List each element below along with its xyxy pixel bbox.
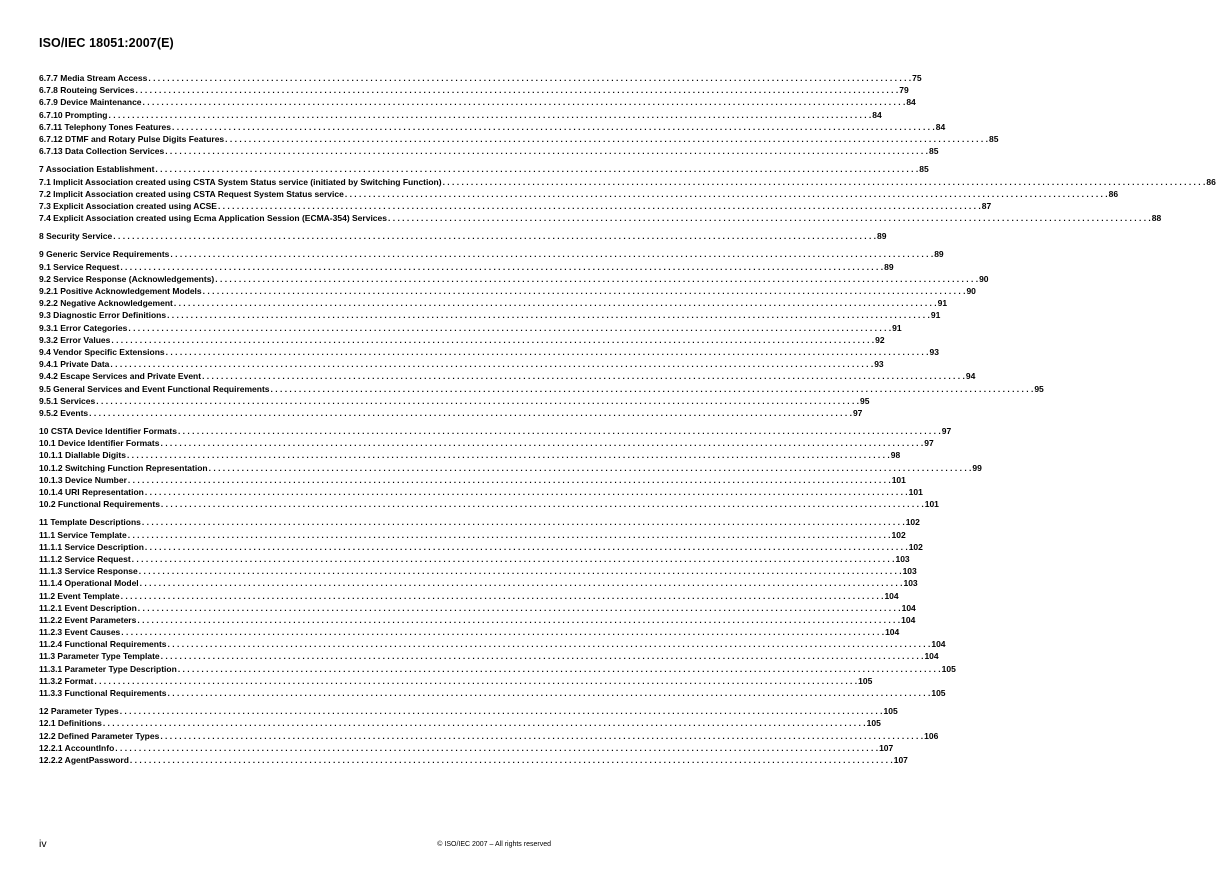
toc-entry-page: 86 [1108,188,1119,199]
dot-leader [96,395,859,407]
toc-entry-title: 11.1.3 Service Response [39,566,138,577]
toc-entry[interactable] [39,449,901,461]
toc-entry[interactable] [39,261,894,273]
toc-entry[interactable] [39,176,1216,188]
toc-entry[interactable] [39,486,923,498]
toc-entry-page: 95 [860,395,870,406]
dot-leader [178,663,941,675]
toc-entry-title: 9.4.2 Escape Services and Private Event [39,371,202,382]
dot-leader [121,590,884,602]
toc-entry[interactable] [39,529,906,541]
toc-entry-title: 10 CSTA Device Identifier Formats [39,426,177,437]
dot-leader [148,72,911,84]
dot-leader [168,687,931,699]
toc-entry-title: 11.1.4 Operational Model [39,578,139,589]
dot-leader [160,730,923,742]
toc-entry-title: 6.7.7 Media Stream Access [39,73,148,83]
toc-entry-title: 10.1.4 URI Representation [39,487,144,497]
toc-entry-page: 84 [872,109,882,120]
dot-leader [166,346,929,358]
toc-entry[interactable] [39,687,946,699]
toc-entry[interactable] [39,742,894,754]
toc-entry-page: 84 [935,121,946,132]
dot-leader [167,309,930,321]
toc-entry-title: 11.3.3 Functional Requirements [39,688,167,698]
toc-entry-page: 104 [885,627,900,638]
toc-entry-title: 7.1 Implicit Association created using CSTA System Status service (initiated by Switching Function) [39,176,442,187]
toc-entry-page: 94 [965,371,976,382]
toc-entry-page: 87 [981,200,992,211]
dot-leader [128,322,891,334]
dot-leader [138,602,901,614]
dot-leader [132,553,895,565]
toc-entry-title: 9.3.1 Error Categories [39,322,128,333]
toc-entry-page: 101 [908,487,923,497]
toc-entry[interactable] [39,395,870,407]
toc-entry-title: 7.4 Explicit Association created using Ecma Application Session (ECMA-354) Services [39,213,387,224]
toc-entry[interactable] [39,84,909,96]
toc-entry[interactable] [39,163,929,175]
toc-entry[interactable] [39,230,887,242]
toc-entry[interactable] [39,541,923,553]
toc-entry-page: 104 [901,614,916,625]
toc-entry[interactable] [39,675,873,687]
toc-entry-page: 85 [919,164,929,175]
toc-entry[interactable] [39,650,939,662]
toc-entry-title: 10.1.3 Device Number [39,474,127,485]
toc-entry[interactable] [39,109,882,121]
dot-leader [345,188,1108,200]
dot-leader [111,334,874,346]
dot-leader [115,742,878,754]
toc-entry[interactable] [39,346,939,358]
toc-entry-title: 11.2 Event Template [39,590,120,601]
page-number: iv [39,838,47,850]
dot-leader [140,577,903,589]
toc-entry[interactable] [39,297,948,309]
toc-entry-page: 91 [937,298,948,309]
dot-leader [271,383,1034,395]
toc-entry-title: 6.7.10 Prompting [39,109,108,120]
toc-entry-page: 88 [1151,213,1162,224]
toc-entry-title: 7.3 Explicit Association created using ACSE [39,200,217,211]
toc-entry-page: 93 [929,346,939,357]
toc-entry-page: 105 [858,675,873,686]
toc-entry-title: 9.4.1 Private Data [39,359,110,370]
toc-entry-title: 9.1 Service Request [39,261,120,272]
toc-entry-page: 104 [884,590,899,601]
toc-entry[interactable] [39,577,918,589]
dot-leader [89,407,852,419]
toc-entry[interactable] [39,383,1044,395]
toc-group [39,425,982,510]
toc-entry[interactable] [39,498,939,510]
dot-leader [168,638,931,650]
toc-entry-title: 11.2.2 Event Parameters [39,614,137,625]
dot-leader [218,200,981,212]
toc-entry-title: 12.2.1 AccountInfo [39,742,115,753]
toc-group [39,72,999,157]
toc-entry-title: 9.3.2 Error Values [39,334,111,345]
dot-leader [94,675,857,687]
toc-entry-title: 10.2 Functional Requirements [39,499,160,510]
toc-entry-title: 9.5.2 Events [39,407,89,418]
dot-leader [120,705,883,717]
toc-entry-title: 11.2.3 Event Causes [39,627,121,638]
dot-leader [142,516,905,528]
toc-entry[interactable] [39,626,900,638]
toc-entry-page: 84 [906,97,916,108]
toc-entry-page: 104 [901,602,916,613]
dot-leader [215,273,978,285]
dot-leader [139,565,902,577]
toc-entry-page: 95 [1034,383,1044,394]
dot-leader [225,133,988,145]
dot-leader [120,261,883,273]
toc-entry[interactable] [39,590,899,602]
toc-entry-page: 97 [924,438,934,449]
dot-leader [113,230,876,242]
toc-entry-page: 91 [930,310,941,321]
toc-entry[interactable] [39,285,976,297]
toc-entry-page: 105 [941,663,956,674]
toc-entry-title: 9.5.1 Services [39,395,96,406]
toc-entry-page: 105 [883,706,898,717]
dot-leader [103,717,866,729]
toc-entry-title: 11.3.2 Format [39,675,94,686]
toc-entry-title: 9.2.2 Negative Acknowledgement [39,298,173,309]
toc-entry[interactable] [39,273,989,285]
toc-entry[interactable] [39,133,999,145]
toc-entry-page: 91 [892,322,902,333]
toc-entry[interactable] [39,334,885,346]
toc-group [39,163,1216,224]
dot-leader [155,163,918,175]
dot-leader [110,358,873,370]
dot-leader [161,498,924,510]
dot-leader [145,486,908,498]
toc-entry-page: 102 [908,541,923,552]
toc-entry-title: 11.1.2 Service Request [39,553,131,564]
toc-entry-title: 11.3 Parameter Type Template [39,651,160,662]
toc-entry-page: 90 [966,286,976,296]
dot-leader [127,449,890,461]
toc-entry-title: 9 Generic Service Requirements [39,249,170,260]
toc-entry[interactable] [39,462,982,474]
toc-group [39,230,887,242]
toc-entry[interactable] [39,614,916,626]
toc-entry-title: 6.7.9 Device Maintenance [39,97,142,108]
toc-entry-page: 103 [903,578,918,589]
dot-leader [137,614,900,626]
dot-leader [143,96,906,108]
dot-leader [121,626,884,638]
toc-group [39,516,956,699]
dot-leader [109,109,872,121]
dot-leader [443,176,1206,188]
toc-entry-title: 10.1.1 Diallable Digits [39,450,126,461]
toc-entry[interactable] [39,145,939,157]
toc-entry[interactable] [39,553,910,565]
toc-entry-title: 6.7.11 Telephony Tones Features [39,121,171,132]
toc-entry[interactable] [39,188,1119,200]
toc-entry-title: 10.1.2 Switching Function Representation [39,462,208,473]
toc-entry-title: 11.3.1 Parameter Type Description [39,663,177,674]
toc-entry-page: 89 [884,261,894,272]
toc-entry-title: 9.2.1 Positive Acknowledgement Models [39,286,202,296]
toc-entry-page: 104 [924,651,939,662]
toc-entry-title: 8 Security Service [39,231,113,242]
toc-entry-page: 85 [929,146,939,157]
toc-entry-title: 11.1 Service Template [39,529,127,540]
toc-entry-page: 93 [874,359,884,370]
toc-entry-page: 75 [912,73,922,83]
toc-entry-page: 101 [891,474,906,485]
toc-entry[interactable] [39,96,916,108]
toc-entry[interactable] [39,425,952,437]
toc-entry-title: 9.5 General Services and Event Functional Requirements [39,383,270,394]
toc-entry-page: 97 [852,407,863,418]
copyright-notice: © ISO/IEC 2007 – All rights reserved [437,841,551,848]
toc-entry-page: 86 [1206,176,1216,187]
toc-entry-page: 102 [891,529,906,540]
toc-entry[interactable] [39,602,916,614]
toc-entry[interactable] [39,638,946,650]
toc-entry-title: 6.7.8 Routeing Services [39,85,135,96]
toc-entry-title: 11.1.1 Service Description [39,541,144,552]
toc-entry-page: 101 [924,499,939,510]
toc-entry-page: 89 [934,249,944,260]
toc-entry[interactable] [39,516,920,528]
dot-leader [388,212,1151,224]
toc-entry-page: 104 [931,639,946,650]
toc-entry[interactable] [39,121,946,133]
document-header-title: ISO/IEC 18051:2007(E) [39,36,174,50]
table-of-contents [39,72,1216,772]
dot-leader [165,145,928,157]
toc-entry[interactable] [39,730,939,742]
toc-entry-title: 7 Association Establishment [39,164,155,175]
toc-entry-title: 9.3 Diagnostic Error Definitions [39,310,167,321]
toc-entry-page: 107 [879,742,894,753]
toc-entry-title: 11.2.1 Event Description [39,602,137,613]
toc-entry-title: 11.2.4 Functional Requirements [39,639,167,650]
dot-leader [128,474,891,486]
toc-entry-page: 106 [924,730,939,741]
toc-entry[interactable] [39,212,1162,224]
toc-entry[interactable] [39,407,863,419]
toc-entry[interactable] [39,358,884,370]
toc-entry-page: 99 [972,462,982,473]
toc-entry-title: 12.2 Defined Parameter Types [39,730,160,741]
toc-entry[interactable] [39,248,944,260]
dot-leader [172,121,935,133]
dot-leader [202,370,965,382]
toc-entry-page: 90 [979,273,989,284]
toc-entry-title: 9.4 Vendor Specific Extensions [39,346,165,357]
toc-entry-page: 98 [890,450,901,461]
toc-entry[interactable] [39,200,992,212]
toc-entry[interactable] [39,705,898,717]
toc-entry-title: 7.2 Implicit Association created using CSTA Request System Status service [39,188,344,199]
dot-leader [178,425,941,437]
toc-entry-title: 12.1 Definitions [39,718,102,729]
toc-entry-page: 85 [988,133,999,144]
dot-leader [160,437,923,449]
dot-leader [161,650,924,662]
toc-entry-title: 11 Template Descriptions [39,517,141,528]
toc-entry[interactable] [39,754,908,766]
toc-entry-title: 9.2 Service Response (Acknowledgements) [39,273,215,284]
dot-leader [128,529,891,541]
toc-entry[interactable] [39,474,906,486]
toc-entry[interactable] [39,565,917,577]
toc-entry-page: 103 [902,566,917,577]
dot-leader [130,754,893,766]
toc-entry-title: 12 Parameter Types [39,706,119,717]
toc-entry[interactable] [39,370,976,382]
toc-entry-page: 105 [866,718,881,729]
toc-entry-title: 12.2.2 AgentPassword [39,754,129,765]
toc-entry-title: 10.1 Device Identifier Formats [39,438,160,449]
dot-leader [174,297,937,309]
toc-entry[interactable] [39,72,922,84]
dot-leader [203,285,966,297]
toc-entry-page: 92 [875,334,885,345]
toc-entry[interactable] [39,663,956,675]
toc-entry-page: 103 [895,553,910,564]
toc-entry-page: 97 [941,426,952,437]
toc-entry[interactable] [39,322,902,334]
toc-entry-page: 102 [905,517,920,528]
toc-group [39,248,1044,419]
dot-leader [209,462,972,474]
dot-leader [135,84,898,96]
toc-entry[interactable] [39,437,934,449]
dot-leader [145,541,908,553]
toc-entry[interactable] [39,309,941,321]
toc-entry-title: 6.7.13 Data Collection Services [39,146,165,157]
toc-entry-page: 107 [893,754,908,765]
toc-entry-page: 105 [931,688,946,698]
toc-entry-page: 89 [877,231,887,242]
toc-entry-title: 6.7.12 DTMF and Rotary Pulse Digits Features [39,133,225,144]
toc-entry-page: 79 [899,85,909,96]
toc-entry[interactable] [39,717,881,729]
toc-group [39,705,939,766]
dot-leader [170,248,933,260]
